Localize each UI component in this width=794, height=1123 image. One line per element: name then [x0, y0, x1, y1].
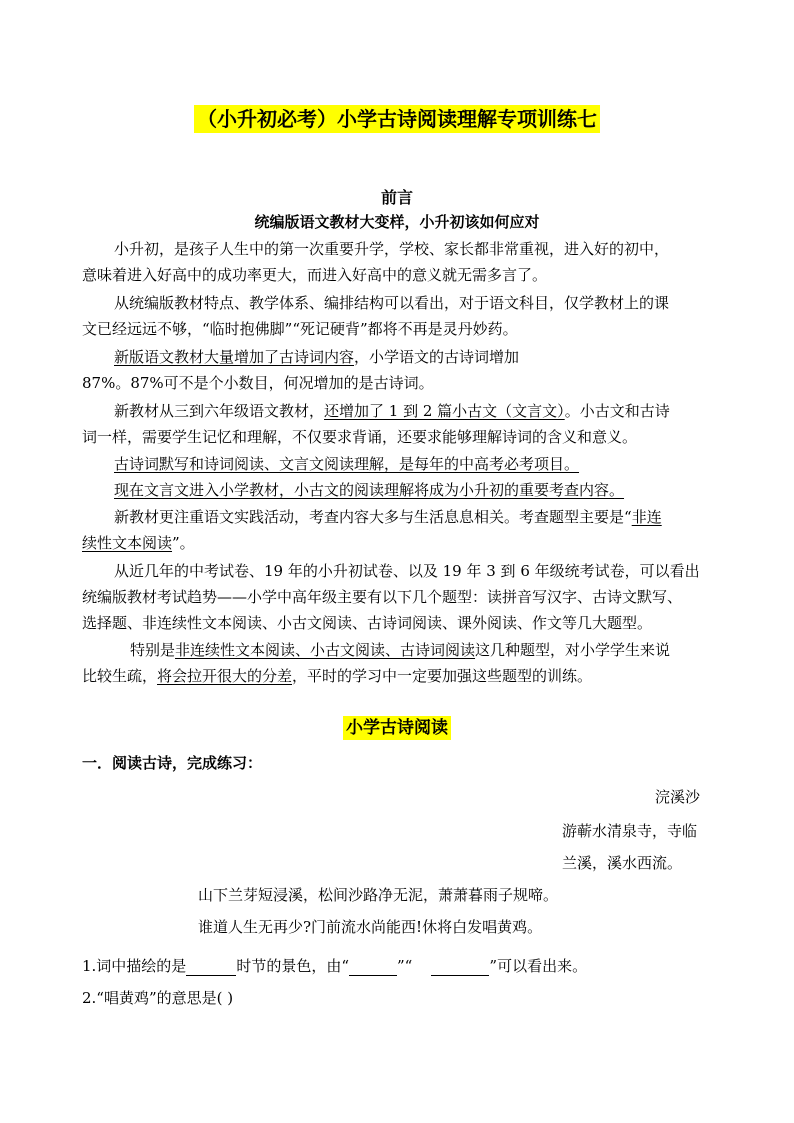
question-1: 1.词中描绘的是 时节的景色，由“ ”“ ”可以看出来。: [82, 957, 588, 975]
paragraph-line: 选择题、非连续性文本阅读、小古文阅读、古诗词阅读、课外阅读、作文等几大题型。: [82, 614, 653, 632]
paragraph-line: 词一样，需要学生记忆和理解，不仅要求背诵，还要求能够理解诗词的含义和意义。: [82, 428, 638, 446]
poem-line: 谁道人生无再少?门前流水尚能西!休将白发唱黄鸡。: [198, 918, 543, 936]
paragraph-line: [114, 479, 624, 500]
paragraph-line: 新版语文教材大量增加了古诗词内容，小学语文的古诗词增加: [114, 348, 520, 366]
underlined-text: 新版语文教材大量增加了古诗词内容: [114, 348, 355, 366]
poem-line: 山下兰芽短浸溪，松间沙路净无泥，萧萧暮雨子规啼。: [198, 886, 559, 904]
paragraph-line: 文已经远远不够，“临时抱佛脚”“死记硬背”都将不再是灵丹妙药。: [82, 320, 518, 338]
paragraph-line: 比较生疏，将会拉开很大的分差，平时的学习中一定要加强这些题型的训练。: [82, 667, 593, 685]
paragraph-line: 续性文本阅读”。: [82, 534, 195, 552]
preface-subheading: 统编版语文教材大变样，小升初该如何应对: [254, 213, 540, 231]
paragraph-line: 87%。87%可不是个小数目，何况增加的是古诗词。: [82, 374, 434, 392]
paragraph-line: 意味着进入好高中的成功率更大，而进入好高中的意义就无需多言了。: [82, 266, 548, 284]
underlined-text: 将会拉开很大的分差: [157, 667, 293, 685]
answer-blank[interactable]: [186, 957, 236, 976]
question-2: 2.“唱黄鸡”的意思是( ): [82, 989, 234, 1007]
underlined-text: 还增加了 1 到 2 篇小古文（文言文）: [324, 402, 565, 420]
underlined-text: 续性文本阅读: [82, 534, 173, 552]
underlined-text: 现在文言文进入小学教材，小古文的阅读理解将成为小升初的重要考查内容。: [114, 481, 625, 499]
poem-preface-line: 兰溪，溪水西流。: [562, 854, 683, 872]
document-title: （小升初必考）小学古诗阅读理解专项训练七: [0, 103, 794, 132]
paragraph-line: 从统编版教材特点、教学体系、编排结构可以看出，对于语文科目，仅学教材上的课: [114, 294, 670, 312]
paragraph-line: 新教材更注重语文实践活动，考查内容大多与生活息息相关。考查题型主要是“非连: [114, 508, 662, 526]
paragraph-line: 统编版教材考试趋势——小学中高年级主要有以下几个题型：读拼音写汉字、古诗文默写、: [82, 588, 683, 606]
paragraph-line: 从近几年的中考试卷、19 年的小升初试卷、以及 19 年 3 到 6 年级统考试卷，可以看出: [114, 562, 700, 580]
poem-preface-line: 游蕲水清泉寺，寺临: [562, 822, 698, 840]
paragraph-line: 特别是非连续性文本阅读、小古文阅读、古诗词阅读这几种题型，对小学学生来说: [130, 641, 671, 659]
underlined-text: 非连续性文本阅读、小古文阅读、古诗词阅读: [175, 641, 476, 659]
poem-title: 浣溪沙: [655, 788, 701, 806]
underlined-text: 古诗词默写和诗词阅读、文言文阅读理解，是每年的中高考必考项目。: [114, 455, 580, 473]
paragraph-line: 小升初，是孩子人生中的第一次重要升学，学校、家长都非常重视，进入好的初中，: [114, 240, 670, 258]
answer-blank[interactable]: [431, 957, 489, 976]
preface-heading: 前言: [380, 188, 413, 207]
answer-blank[interactable]: [349, 957, 397, 976]
question-heading: 一．阅读古诗，完成练习：: [82, 754, 263, 772]
paragraph-line: [114, 453, 579, 474]
section-heading: 小学古诗阅读: [0, 713, 794, 738]
underlined-text: 非连: [631, 508, 662, 526]
paragraph-line: 新教材从三到六年级语文教材，还增加了 1 到 2 篇小古文（文言文）。小古文和古诗: [114, 402, 670, 420]
